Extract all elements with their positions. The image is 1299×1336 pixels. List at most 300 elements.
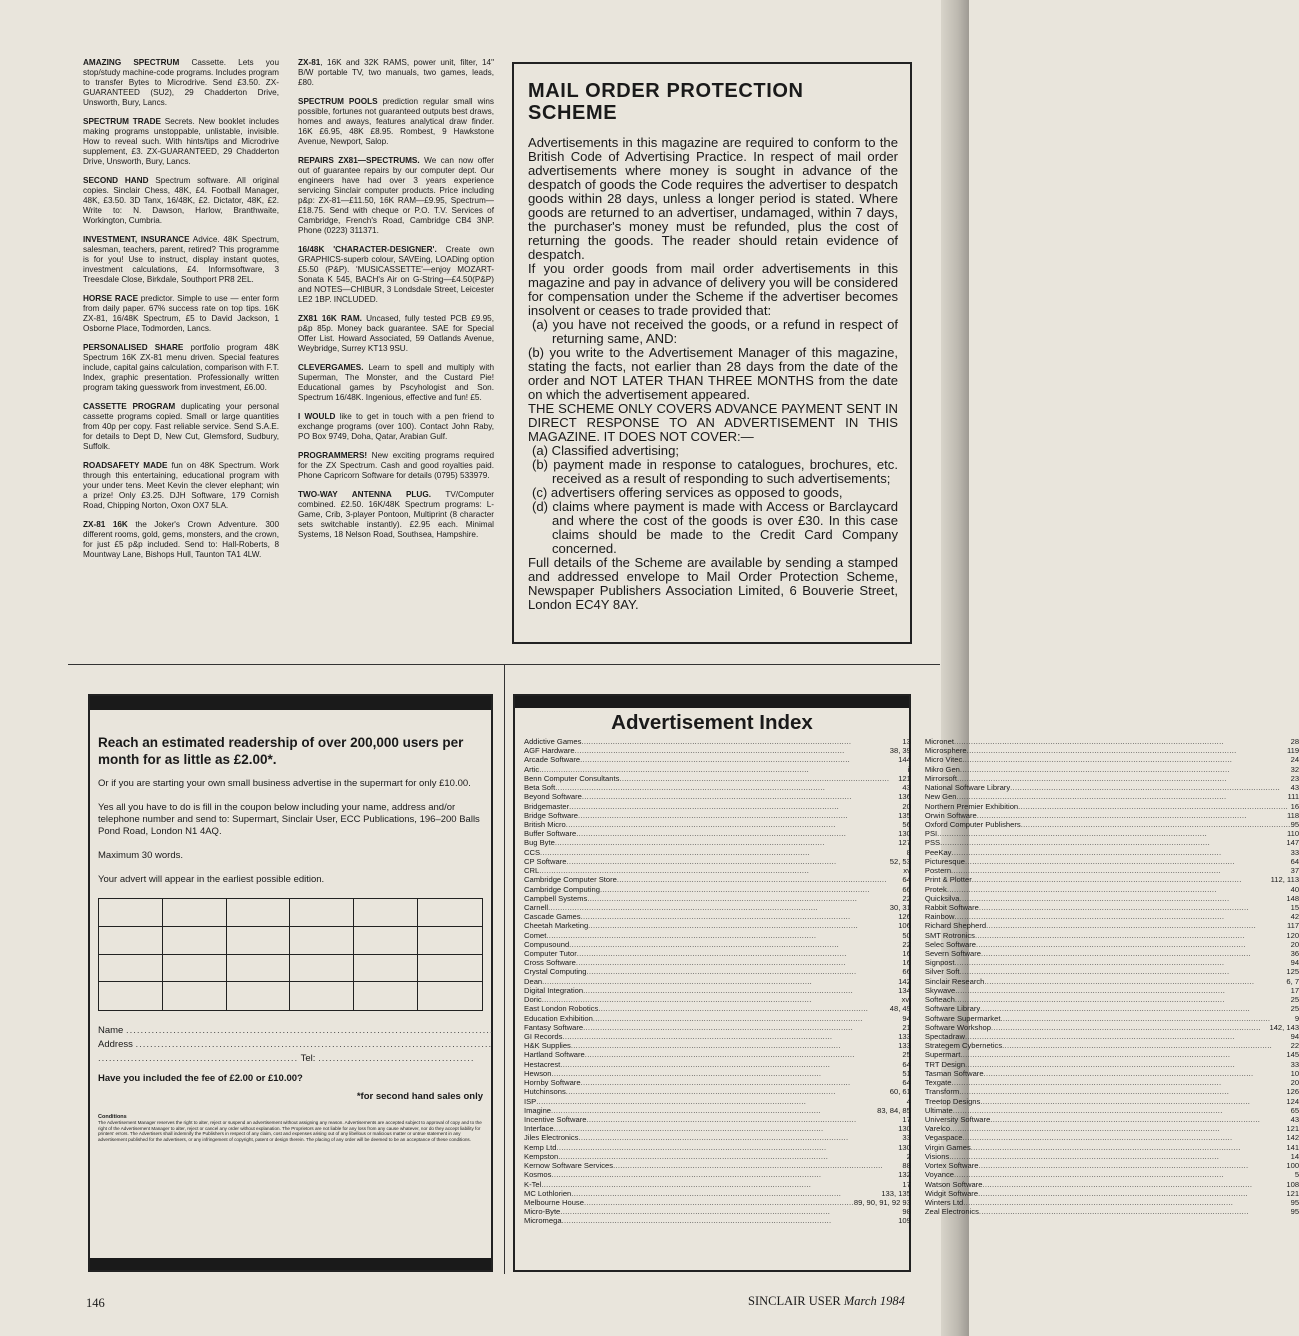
masthead-footer [748, 1294, 905, 1309]
index-entry [925, 1023, 1299, 1032]
leader-dots [566, 1087, 890, 1096]
conditions-title: Conditions [98, 1114, 127, 1120]
advertiser-name: Winters Ltd [924, 1197, 964, 1207]
index-entry [925, 866, 1299, 875]
classified-ad-body: We can now offer out of guarantee repairs by our computer dept. Our engineers have had over 3 years experience servicing Sinclair computer products. Price including p&p: ZX-81—£11.50, 16K RAM—£9.95, Spectrum—£18.75. Send with cheque or P.O. T.V. Services of Cambridge, French's Road, Cambridge CB4 3NP. Phone (0223) 311371. [298, 156, 495, 235]
classified-ad-body: prediction regular small wins possible, fortunes not guaranteed outputs best draws, homes and aways, features analytical draw finder. 16K £6.95, 48K £8.95. Rombest, 9 Hawkstone Avenue, Newport, Salop. [298, 97, 494, 146]
index-entry [925, 1060, 1299, 1069]
advertiser-name: Education Exhibition [524, 1013, 593, 1023]
classified-ad-body: Uncased, fully tested PCB £9.95, p&p 85p. Money back guarantee. SAE for Special Offer List. Howard Associated, 59 Oatlands Avenue, Weybridge, Surrey KT13 9SU. [298, 314, 494, 353]
leader-dots [566, 820, 903, 829]
leader-dots [562, 1032, 898, 1041]
classified-ad [298, 156, 494, 236]
advertiser-name: Digital Integration [524, 985, 584, 995]
advertiser-name: TRT Design [924, 1059, 966, 1069]
leader-dots [959, 894, 1286, 903]
advertiser-name: Ultimate [924, 1105, 953, 1115]
word-box[interactable] [354, 927, 418, 955]
advertiser-name: Software Workshop [924, 1022, 991, 1032]
advertiser-name: Virgin Games [924, 1142, 971, 1152]
page-reference: 4 [906, 1096, 911, 1106]
page-reference: 108 [1286, 1179, 1299, 1189]
word-box[interactable] [227, 955, 291, 983]
index-entry [925, 737, 1299, 746]
word-box[interactable] [354, 955, 418, 983]
index-entry [925, 1032, 1299, 1041]
leader-dots [960, 765, 1291, 774]
leader-dots [954, 1170, 1295, 1179]
mops-para-2: If you order goods from mail order advertisements in this magazine and pay in advance of delivery you will be considered for compensation under the Scheme if the advertiser becomes insolvent or ceases to trade provided that: [528, 261, 898, 318]
page-reference: xv [903, 866, 911, 876]
page-reference: 25 [1290, 995, 1299, 1005]
leader-dots [965, 1032, 1291, 1041]
leader-dots [569, 802, 902, 811]
classified-ad [83, 294, 279, 334]
index-entry [925, 967, 1299, 976]
word-box[interactable] [227, 899, 291, 927]
page-reference: 117 [1286, 921, 1299, 931]
advertiser-name: ISP [524, 1096, 537, 1106]
page-reference: 125 [1286, 967, 1299, 977]
leader-dots [551, 1170, 898, 1179]
classified-ad-body: Advice. 48K Spectrum, salesman, teachers, parent, retired? This programme is for you! Use to instruct, display instant quotes, investment calculations, £4. Informsoftware, 3 Treesdale Close, Birkdale, Southport PR8 2EL. [83, 235, 279, 284]
advertiser-name: University Software [924, 1114, 991, 1124]
advertiser-name: East London Robotics [524, 1004, 599, 1014]
leader-dots [581, 737, 902, 746]
page-reference: 83, 84, 85 [877, 1105, 911, 1115]
page-reference: 8 [906, 847, 911, 857]
index-entry [925, 1115, 1299, 1124]
page-reference: 25 [1290, 1004, 1299, 1014]
index-entry [925, 986, 1299, 995]
leader-dots [980, 1004, 1290, 1013]
page-reference: 43 [1290, 1114, 1299, 1124]
leader-dots [1010, 783, 1290, 792]
page-reference: 65 [1290, 1105, 1299, 1115]
index-entry [524, 829, 911, 838]
index-entry [524, 1198, 911, 1207]
index-entry [524, 1050, 911, 1059]
index-entry [925, 1041, 1299, 1050]
classified-ad [298, 490, 494, 540]
page-reference: 118 [1286, 810, 1299, 820]
classified-ad-body: TV/Computer combined. £2.50. 16K/48K Spectrum programs: L-Game, Crib, 3-player Pontoon, Multiprint (8 character sets switchable instantly). £2.95 each. Minimal Systems, 18 Nelson Road, Southsea, Hampshire. [298, 490, 495, 539]
leader-dots [951, 1078, 1290, 1087]
page-reference: 98 [902, 1207, 911, 1217]
fee-question: Have you included the fee of £2.00 or £10.00? [98, 1073, 303, 1084]
advertiser-name: Cambridge Computer Store [524, 875, 617, 885]
page-reference: 133 [898, 1041, 911, 1051]
classified-ad-body: predictor. Simple to use — enter form from daily paper. 67% success rate on top tips. 16K ZX-81, 16/48K Spectrum, £5 to David Jackson, 1 Osborne Place, Todmorden, Lancs. [83, 294, 279, 333]
classified-ad-body: Spectrum software. All original copies. Sinclair Chess, 48K, £4. Football Manager, 48K, £3.50. 3D Tanx, 16/48K, £2. Dictator, 48K, £2. Write to: N. Dawson, Harlow, Branthwaite, Workington, Cumbria. [83, 176, 279, 225]
word-box[interactable] [99, 982, 163, 1010]
advertiser-name: Skywave [924, 985, 956, 995]
classified-ad-body: the Joker's Crown Adventure. 300 different rooms, gold, gems, monsters, and the crown, for just £5 p&p included. Send to: Hall-Roberts, 8 Mountway Lane, Bishops Hull, Taunton TA1 4LW. [83, 520, 279, 559]
advertiser-name: Interface [524, 1124, 554, 1134]
page-reference: 17 [902, 1179, 911, 1189]
page-reference: 13 [902, 737, 911, 746]
leader-dots [954, 737, 1291, 746]
word-box[interactable] [163, 899, 227, 927]
advertiser-name: Artic [524, 764, 540, 774]
index-entry [524, 1060, 911, 1069]
advertiser-name: Zeal Electronics [924, 1207, 979, 1217]
advertiser-name: Voyance [924, 1170, 955, 1180]
classified-ad [83, 343, 279, 393]
coupon-para-4: Your advert will appear in the earliest possible edition. [98, 874, 325, 885]
page-reference: 111 [1287, 792, 1299, 802]
page-reference: 112, 113 [1270, 875, 1299, 885]
advertiser-name: Kemp Ltd [524, 1142, 557, 1152]
index-entry [925, 792, 1299, 801]
word-box[interactable] [354, 899, 418, 927]
advertiser-name: New Gen [924, 792, 957, 802]
index-entry [524, 783, 911, 792]
index-entry [925, 894, 1299, 903]
index-entry [925, 820, 1299, 829]
classified-ad [83, 58, 279, 108]
advertiser-name: Carnell [524, 902, 549, 912]
index-entry [524, 1032, 911, 1041]
advertiser-name: Rabbit Software [924, 902, 979, 912]
classified-ad [298, 97, 494, 147]
page-reference: 126 [1286, 1087, 1299, 1097]
advertiser-name: Hewson [524, 1068, 552, 1078]
classified-ad-heading: AMAZING SPECTRUM [83, 58, 180, 67]
advertiser-name: Campbell Systems [524, 893, 588, 903]
leader-dots [542, 995, 902, 1004]
index-entry [925, 755, 1299, 764]
page-reference: 20 [1290, 1078, 1299, 1088]
index-entry [925, 1180, 1299, 1189]
page-reference: 16 [1290, 801, 1299, 811]
leader-dots [981, 949, 1291, 958]
leader-dots [586, 1115, 902, 1124]
classified-ad [83, 520, 279, 560]
index-entry [925, 1097, 1299, 1106]
word-box[interactable] [227, 982, 291, 1010]
leader-dots [560, 1207, 902, 1216]
advertiser-name: Protek [924, 884, 947, 894]
classified-ad-heading: SECOND HAND [83, 176, 149, 185]
classified-ad [298, 245, 494, 305]
index-entry [524, 792, 911, 801]
classified-ad-body: like to get in touch with a pen friend to exchange programs (over 100). Contact John Raby, PO Box 9749, Doha, Qatar, Arabian Gulf. [298, 412, 494, 441]
advertiser-name: Kempston [524, 1151, 559, 1161]
magazine-name: SINCLAIR USER [748, 1294, 841, 1308]
advertiser-name: Quicksilva [924, 893, 960, 903]
advertiser-name: Computer Tutor [524, 949, 577, 959]
index-entry [524, 1023, 911, 1032]
leader-dots [546, 931, 902, 940]
name-field[interactable]: Name ..................................................................................................... [98, 1025, 494, 1036]
page-reference: 24 [1290, 755, 1299, 765]
page-reference: 66 [902, 967, 911, 977]
index-entry [925, 765, 1299, 774]
index-entry [925, 1087, 1299, 1096]
advertiser-name: Crystal Computing [524, 967, 587, 977]
classified-ad-heading: 16/48K 'CHARACTER-DESIGNER'. [298, 245, 437, 254]
page-reference: 89, 90, 91, 92 93 [853, 1197, 911, 1207]
index-entry [524, 1180, 911, 1189]
page-reference: 126 [898, 912, 911, 922]
index-entry [925, 811, 1299, 820]
leader-dots [577, 949, 903, 958]
leader-dots [984, 1069, 1291, 1078]
advertiser-name: Silver Soft [924, 967, 960, 977]
leader-dots [1000, 1014, 1294, 1023]
page-reference: 100 [1286, 1161, 1299, 1171]
index-entry [925, 940, 1299, 949]
index-entry [925, 774, 1299, 783]
classified-ad-heading: CLEVERGAMES. [298, 363, 364, 372]
index-entry [524, 1087, 911, 1096]
advertiser-name: Selec Software [924, 939, 976, 949]
leader-dots [539, 765, 907, 774]
leader-dots [959, 1087, 1286, 1096]
advertiser-name: Cross Software [524, 958, 576, 968]
advertiser-name: H&K Supplies [524, 1041, 571, 1051]
index-entry [925, 912, 1299, 921]
leader-dots [562, 1216, 899, 1225]
advertiser-name: Micromega [524, 1216, 562, 1226]
page-reference: 110 [1286, 829, 1299, 839]
page-reference: 127 [898, 838, 911, 848]
leader-dots [613, 1161, 902, 1170]
leader-dots [587, 894, 902, 903]
advertiser-name: Beta Soft [524, 783, 556, 793]
index-entry [524, 1124, 911, 1133]
leader-dots [962, 755, 1290, 764]
advertiser-name: Transform [924, 1087, 960, 1097]
mops-exclusion-c: (c) advertisers offering services as opposed to goods, [532, 485, 843, 500]
leader-dots [571, 1189, 881, 1198]
page-reference: xvi [901, 995, 911, 1005]
page-reference: 43 [902, 783, 911, 793]
index-entry [524, 848, 911, 857]
classified-ad [83, 176, 279, 226]
second-hand-note: *for second hand sales only [356, 1091, 483, 1102]
page-reference: 121 [1286, 1188, 1299, 1198]
classified-ad-heading: INVESTMENT, INSURANCE [83, 235, 190, 244]
index-entry [925, 1152, 1299, 1161]
word-box[interactable] [99, 899, 163, 927]
leader-dots [937, 829, 1287, 838]
advertiser-name: Softeach [924, 995, 955, 1005]
advertiser-name: Northern Premier Exhibition [924, 801, 1019, 811]
index-entry [925, 1050, 1299, 1059]
advertiser-name: Supermart [924, 1050, 961, 1060]
coupon-bottom-bar [90, 1258, 491, 1270]
page-reference: 10 [1290, 1068, 1299, 1078]
index-column-right [925, 737, 1299, 1226]
leader-dots [583, 1023, 902, 1032]
leader-dots [1002, 1041, 1290, 1050]
leader-dots [965, 1060, 1290, 1069]
index-entry [524, 811, 911, 820]
leader-dots [951, 866, 1291, 875]
advertiser-name: Software Supermarket [924, 1013, 1001, 1023]
page-reference: 22 [1290, 1041, 1299, 1051]
page-reference: 20 [902, 801, 911, 811]
word-box[interactable] [418, 955, 482, 983]
leader-dots [540, 848, 907, 857]
page-reference: 22 [902, 939, 911, 949]
page-reference: 130 [898, 1142, 911, 1152]
advertiser-name: British Micro [524, 819, 566, 829]
advertiser-name: Widgit Software [924, 1188, 979, 1198]
leader-dots [581, 1078, 903, 1087]
advertiser-name: Sinclair Research [924, 976, 985, 986]
index-entry [524, 967, 911, 976]
leader-dots [1021, 820, 1291, 829]
word-entry-grid[interactable] [98, 898, 483, 1011]
word-box[interactable] [418, 899, 482, 927]
page-reference: 50 [902, 930, 911, 940]
word-box[interactable] [290, 982, 354, 1010]
advertiser-name: Postern [924, 866, 952, 876]
advertiser-name: Compusound [524, 939, 570, 949]
advertiser-name: Richard Shepherd [924, 921, 987, 931]
advertiser-name: Spectadraw [924, 1032, 965, 1041]
leader-dots [984, 977, 1286, 986]
leader-dots [965, 857, 1291, 866]
index-entry [925, 977, 1299, 986]
page-reference: 52, 53 [889, 856, 911, 866]
index-entry [524, 885, 911, 894]
page-reference: 15 [1290, 902, 1299, 912]
leader-dots [959, 967, 1286, 976]
index-entry [524, 802, 911, 811]
leader-dots [569, 940, 902, 949]
classified-ad [298, 58, 494, 88]
index-entry [925, 802, 1299, 811]
index-entry [524, 1143, 911, 1152]
mail-order-protection-box [512, 62, 912, 644]
advertiser-name: Comet [524, 930, 547, 940]
advertiser-name: Hutchinsons [524, 1087, 566, 1097]
advertiser-name: MC Lothlorien [524, 1188, 572, 1198]
advertiser-name: Micro Vitec [924, 755, 963, 765]
advertiser-name: AGF Hardware [524, 746, 575, 756]
advertiser-name: SMT Rotronics [924, 930, 975, 940]
leader-dots [557, 1143, 899, 1152]
classified-ad-body: fun on 48K Spectrum. Work through this entertaining, educational program with your under tens. Meet Kevin the clever elephant; win a prize! Only £3.25. DJH Software, 179 Cornish Road, Chipping Norton, Oxon OX7 5LA. [83, 461, 279, 510]
classified-ad [298, 314, 494, 354]
classified-ad-body: Secrets. New booklet includes making programs unstoppable, unlistable, invisible. How to reveal such. With hints/tips and Microdrive supplement, £3. ZX-GUARANTEED, 29 Chadderton Drive, Unsworth, Bury, Lancs. [83, 117, 280, 166]
page-reference: 145 [1286, 1050, 1299, 1060]
word-box[interactable] [354, 982, 418, 1010]
index-entry [925, 875, 1299, 884]
address-field[interactable]: Address .................................................................................................. [98, 1039, 493, 1050]
classified-ad-heading: SPECTRUM POOLS [298, 97, 378, 106]
advertiser-name: Rainbow [924, 912, 955, 922]
index-entry [925, 1078, 1299, 1087]
leader-dots [581, 912, 899, 921]
advertiser-name: Dean [524, 976, 543, 986]
index-entry [925, 1106, 1299, 1115]
index-entry [524, 1216, 911, 1225]
leader-dots [584, 1198, 854, 1207]
word-box[interactable] [163, 955, 227, 983]
index-entry [524, 986, 911, 995]
advertiser-name: Kosmos [524, 1170, 552, 1180]
advertiser-name: Benn Computer Consultants [524, 773, 620, 783]
word-box[interactable] [290, 927, 354, 955]
page-reference: 95 [1290, 819, 1299, 829]
word-box[interactable] [227, 927, 291, 955]
leader-dots [578, 811, 898, 820]
advertiser-name: Strategem Cybernetics [924, 1041, 1003, 1051]
classified-ad-body: portfolio program 48K Spectrum 16K ZX-81 menu driven. Special features include, capital gains calculation, comparison with F.T. Index, graphic presentation. Professionally written program taking guesswork from investment, £6.00. [83, 343, 279, 392]
advertiser-name: Hornby Software [524, 1078, 581, 1088]
page-reference: 28 [1290, 737, 1299, 746]
advertiser-name: Visions [924, 1151, 950, 1161]
advertiser-name: Incentive Software [524, 1114, 587, 1124]
leader-dots [1018, 802, 1290, 811]
index-entry [925, 746, 1299, 755]
leader-dots [954, 912, 1290, 921]
coupon-para-3: Maximum 30 words. [98, 850, 183, 861]
word-box[interactable] [418, 927, 482, 955]
mops-para-4: Full details of the Scheme are available by sending a stamped and addressed envelope to Mail Order Protection Scheme, Newspaper Publishers Association Limited, 6 Bouverie Street, London EC4Y 8AY. [528, 555, 898, 612]
index-entry [524, 774, 911, 783]
index-entry [925, 1133, 1299, 1142]
classified-ad [83, 402, 279, 452]
leader-dots [971, 1143, 1287, 1152]
page-reference: 20 [1290, 939, 1299, 949]
index-entry [925, 903, 1299, 912]
advertiser-name: Vortex Software [924, 1161, 979, 1171]
index-entry [524, 949, 911, 958]
telephone-field[interactable]: ....................................................... Tel: ........................................... [98, 1053, 475, 1064]
index-entry [925, 829, 1299, 838]
coupon-top-bar [90, 696, 491, 710]
advertiser-name: Mikro Gen [924, 764, 960, 774]
classified-ad-body: duplicating your personal cassette programs copied. Small or large quantities from 40p per copy. Fast reliable service. Send S.A.E. for details to Dept D, New Cut, Glemsford, Sudbury, Suffolk. [83, 402, 279, 451]
word-box[interactable] [290, 955, 354, 983]
index-entry [925, 1207, 1299, 1216]
index-entry [524, 903, 911, 912]
leader-dots [598, 1004, 889, 1013]
word-box[interactable] [99, 927, 163, 955]
classified-ad-heading: TWO-WAY ANTENNA PLUG. [298, 490, 431, 499]
leader-dots [539, 866, 903, 875]
word-box[interactable] [163, 982, 227, 1010]
advertiser-name: Cascade Games [524, 912, 581, 922]
word-box[interactable] [99, 955, 163, 983]
word-box[interactable] [163, 927, 227, 955]
word-box[interactable] [290, 899, 354, 927]
advertiser-name: National Software Library [924, 783, 1011, 793]
advertiser-name: Hartland Software [524, 1050, 585, 1060]
page-reference: 32 [1290, 764, 1299, 774]
word-box[interactable] [418, 982, 482, 1010]
page-reference: 23 [1290, 773, 1299, 783]
classified-ad-heading: ROADSAFETY MADE [83, 461, 168, 470]
index-entry [524, 820, 911, 829]
index-entry [925, 931, 1299, 940]
page-reference: 36 [1290, 949, 1299, 959]
index-entry [524, 866, 911, 875]
index-entry [524, 940, 911, 949]
leader-dots [980, 1097, 1286, 1106]
classified-ad-heading: CASSETTE PROGRAM [83, 402, 176, 411]
index-entry [524, 1189, 911, 1198]
index-entry [524, 921, 911, 930]
coupon-headline: Reach an estimated readership of over 200,000 users per month for as little as £2.00*. [98, 735, 464, 767]
advertiser-name: Oxford Computer Publishers [924, 819, 1021, 829]
